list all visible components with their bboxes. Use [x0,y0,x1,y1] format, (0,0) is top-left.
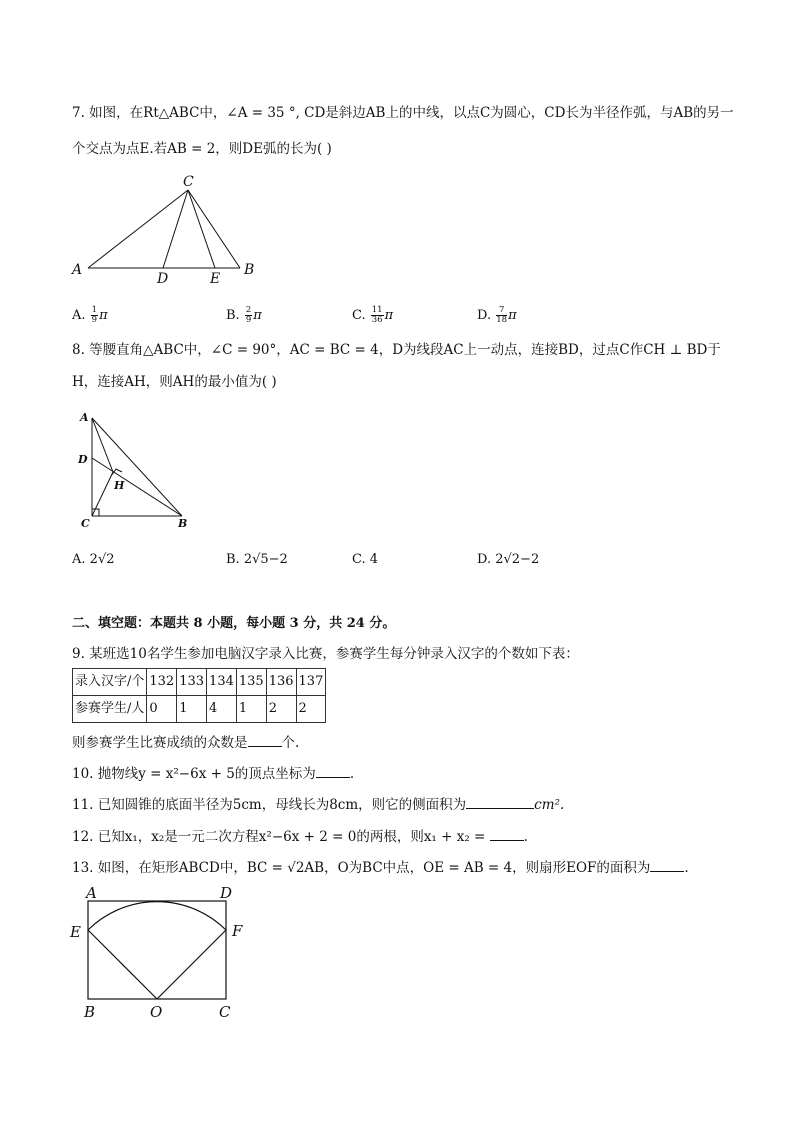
q11-answer-blank[interactable] [466,796,534,809]
table-row [73,669,326,696]
q9-table [72,668,326,723]
q11-text: 11. 已知圆锥的底面半径为5cm，母线长为8cm，则它的侧面积为 cm². [72,797,565,813]
table-cell: 136 [266,669,296,696]
q12-text: 12. 已知x₁，x₂是一元二次方程x²−6x + 2 = 0的两根，则x₁ + x₂ = . [72,829,528,845]
section-heading: 二、填空题：本题共 8 小题，每小题 3 分，共 24 分。 [72,616,396,631]
q13-answer-blank[interactable] [650,859,684,872]
table-row [73,696,326,723]
q13-label-f: F [232,922,243,940]
q7-option-a[interactable]: A. $\frac{1}{9}$ π [72,305,108,325]
table-cell: 137 [296,669,326,696]
q13-label-c: C [219,1003,231,1021]
table-cell: 2 [266,696,296,723]
q8-text-line2: H，连接AH，则AH的最小值为( ) [72,374,277,390]
q8-option-d[interactable]: D. 2√2−2 [477,552,540,567]
q10-answer-blank[interactable] [316,765,350,778]
q7-label-d: D [157,271,169,287]
q13-label-d: D [220,884,233,902]
table-cell: 4 [207,696,237,723]
table-cell: 134 [207,669,237,696]
table-cell: 135 [236,669,266,696]
q8-label-c: C [81,517,90,530]
q8-label-b: B [178,517,188,530]
q12-answer-blank[interactable] [490,828,524,841]
q7-text-line2: 个交点为点E.若AB = 2，则DE弧的长为( ) [72,141,332,157]
q8-text-line1: 8. 等腰直角△ABC中，∠C = 90°，AC = BC = 4，D为线段AC上一动点，连接BD，过点C作CH ⊥ BD于 [72,342,721,358]
table-cell: 1 [177,696,207,723]
table-cell: 录入汉字/个 [73,669,147,696]
q13-label-e: E [70,923,81,941]
q7-option-b[interactable]: B. $\frac{2}{9}$ π [226,305,262,325]
q7-label-c: C [183,174,194,190]
q8-option-a[interactable]: A. 2√2 [72,552,115,567]
q8-label-h: H [114,479,125,492]
table-cell: 2 [296,696,326,723]
q13-figure [66,884,266,1024]
q7-figure [66,170,276,290]
table-cell: 参赛学生/人 [73,696,147,723]
q10-text: 10. 抛物线y = x²−6x + 5的顶点坐标为 . [72,766,355,782]
q7-label-e: E [210,271,221,287]
q13-label-o: O [150,1003,163,1021]
q7-option-c[interactable]: C. $\frac{11}{36}$ π [352,305,394,325]
q13-label-a: A [86,884,97,902]
q7-text-line1: 7. 如图，在Rt△ABC中，∠A = 35 °, CD是斜边AB上的中线，以点C为圆心，CD长为半径作弧，与AB的另一 [72,105,734,121]
q8-option-b[interactable]: B. 2√5−2 [226,552,288,567]
q13-text: 13. 如图，在矩形ABCD中，BC = √2AB，O为BC中点，OE = AB = 4，则扇形EOF的面积为 . [72,860,689,876]
q8-option-c[interactable]: C. 4 [352,552,379,567]
q8-label-a: A [80,411,89,424]
q9-text-line1: 9. 某班选10名学生参加电脑汉字录入比赛，参赛学生每分钟录入汉字的个数如下表： [72,646,579,662]
table-cell: 1 [236,696,266,723]
q9-answer-blank[interactable] [248,734,282,747]
q7-option-d[interactable]: D. $\frac{7}{18}$ π [477,305,517,325]
q7-label-a: A [72,262,83,278]
table-cell: 133 [177,669,207,696]
table-cell: 0 [147,696,177,723]
q13-label-b: B [84,1003,96,1021]
table-cell: 132 [147,669,177,696]
q8-label-d: D [78,453,88,466]
q9-text-line2: 则参赛学生比赛成绩的众数是 个. [72,735,300,751]
q8-figure [72,406,202,536]
q7-label-b: B [244,262,255,278]
